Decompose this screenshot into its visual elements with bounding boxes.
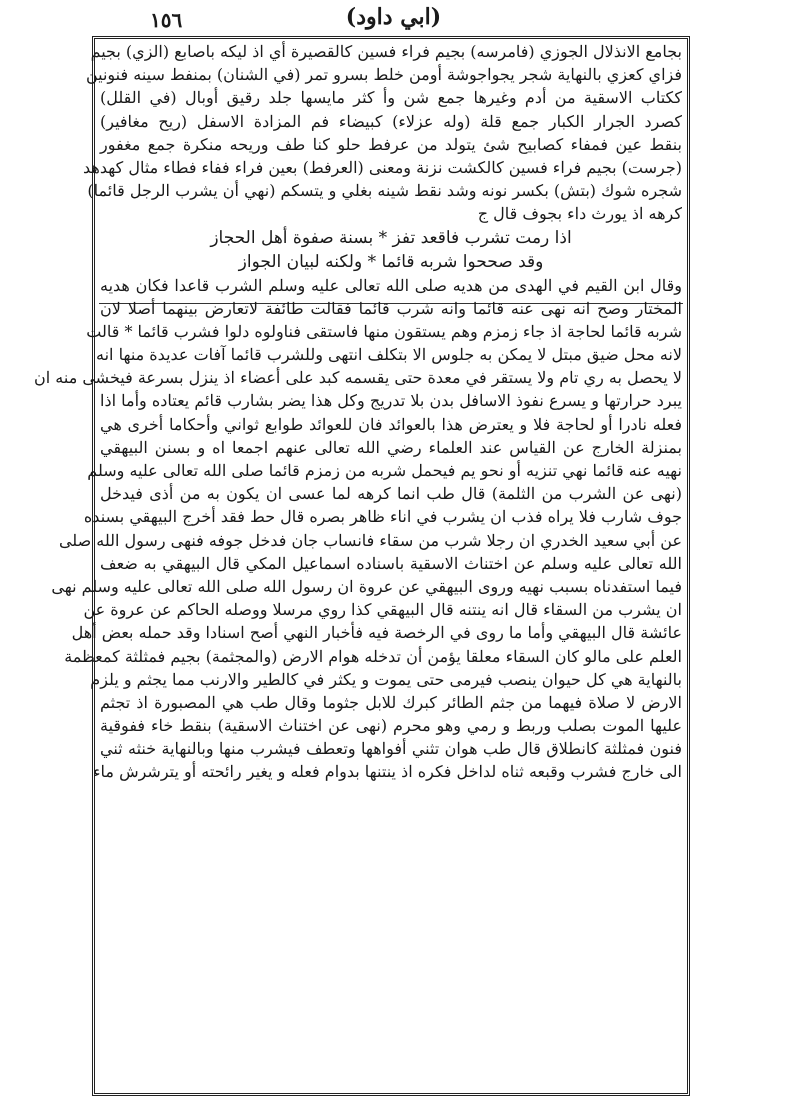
text-line: نهيه عنه قائما نهي تنزيه أو نحو يم فيحمل شربه من زمزم قائما صلى الله تعالى عليه وسلم [87,461,682,480]
page-number: ١٥٦ [150,8,183,32]
text-line: شربه قائما لحاجة اذ جاء زمزم وهم يستقون منها فاستقى فناولوه دلوا فشرب قائما * قالت [86,321,682,341]
text-line: (جرست) بجيم فراء فسين كالكشت نزنة ومعنى (العرفط) بعين فراء ففاء فطاء مثال كهدهد [83,157,682,177]
text-line: ككتاب الاسقية من أدم وغيرها جمع شن وأ كثر مايسها جلد رقيق أوبال (في القلل) [100,88,682,108]
text-line: فزاي كعزي بالنهاية شجر يجواجوشة أومن خلط بسرو تمر (في الشنان) بمنفط سينه فنونين [85,65,682,85]
text-line: عليها الموت بصلب وربط و رمي وهو محرم (نهى عن اختناث الاسقية) بنقط خاء ففوقية [100,716,682,736]
text-line: وقال ابن القيم في الهدى من هديه صلى الله تعالى عليه وسلم الشرب قاعدا فكان هديه [100,275,682,295]
text-line: فعله نادرا أو لحاجة فلا و يعترض هذا بالعوائد فان للعوائد طوابع ثواني وأحكاما أخرى هي [100,414,682,434]
text-line: (نهى عن الشرب من الثلمة) قال طب انما كرهه لما عسى ان يكون به من أذى فيدخل [100,484,682,504]
running-title: (ابي داود) [345,4,442,30]
text-line: بمنزلة الخارج عن القياس عند العلماء رضي الله تعالى عنهم اجمعا اه و بسنن البيهقي [100,437,682,457]
text-line: الى خارج فشرب وقبعه ثناه لداخل فكره اذ ينتنها بدوام فعله و يغير رائحته أو يترشرش ماء [93,762,682,782]
text-line: يبرد حرارتها و يسرع نفوذ الاسافل بدن بلا تدريج وكل هذا يضر بشارب قائم يعتاده وأما اذا [100,391,682,411]
text-line: العلم على مالو كان السقاء معلقا يؤمن أن تدخله هوام الارض (والمجثمة) بجيم فمثلثة كمعظمة [64,646,682,666]
text-line: المختار وصح انه نهى عنه قائما وانه شرب قائما فقالت طائفة لاتعارض بينهما أصلا لان [100,298,682,318]
text-line: بنقط عين فمفاء كصابيح شئ يتولد من عرفط حلو كنا طف وريحه منكرة جمع مغفور [100,134,682,154]
text-line: شجره شوك (بتش) بكسر نونه وشد نقط شينه بغلي و يتسكم (نهي أن يشرب الرجل قائما) [87,181,682,201]
verse-line: وقد صححوا شربه قائما * ولكنه لبيان الجواز [238,251,544,272]
text-line: بجامع الانذلال الجوزي (فامرسه) بجيم فراء فسين كالقصيرة أي اذ ليكه باصابع (الزي) بجيم [90,42,682,61]
verse-line: اذا رمت تشرب فاقعد تفز * بسنة صفوة أهل الحجاز [210,227,572,248]
text-line: عن أبي سعيد الخدري ان رجلا شرب من سقاء فانساب جان فدخل جوفه فنهى رسول الله صلى [58,530,682,550]
text-line: جوف شارب فلا يراه فذب ان يشرب في اناء ظاهر بصره قال حط فقد أخرج البيهقي بسنده [83,507,682,527]
text-line: كصرد الجرار الكبار جمع قلة (وله عزلاء) كبيضاء فم المزادة الاسفل (ريح مغافير) [100,111,682,131]
text-line: ان يشرب من السقاء قال انه ينتنه قال البيهقي كذا روي مرسلا ووصله الحاكم عن عروة عن [83,600,682,620]
text-line: كرهه اذ يورث داء بجوف قال ج [477,204,682,224]
body-text [34,40,683,784]
text-line: عائشة قال البيهقي وأما ما روى في الرخصة فيه فأخبار النهي أصح اسنادا وقد حمله بعض أهل [71,623,682,643]
text-line: بالنهاية هي كل حيوان ينصب فيرمى حتى يموت و يكثر في كالطير والارنب مما يجثم و يلزم [90,669,682,689]
text-line: الله تعالى عليه وسلم عن اختناث الاسقية باسناده اسماعيل المكي قال البيهقي به ضعف [100,553,683,573]
text-line: لا يحصل به ري تام ولا يستقر في معدة حتى يقسمه كبد على أعضاء اذ ينزل بسرعة فيخشى منه ان [34,368,682,388]
text-line: لانه محل ضيق مبتل لا يمكن به جلوس الا بتكلف انتهى وللشرب قائما آفات عديدة منها انه [96,345,682,365]
text-line: فنون فمثلثة كانطلاق قال طب هوان تثني أفواهها وتعطف فيشرب منها وبالنهاية خنثه ثني [100,739,682,759]
text-line: فيما استفدناه بسبب نهيه وروى البيهقي عن عروة ان رسول الله صلى الله تعالى عليه وسلم نهى [51,576,682,596]
text-line: الارض لا صلاة فيهما من جثم الطائر كبرك للابل جثوما وقال طب هي المصبورة اذ تجثم [100,692,682,712]
